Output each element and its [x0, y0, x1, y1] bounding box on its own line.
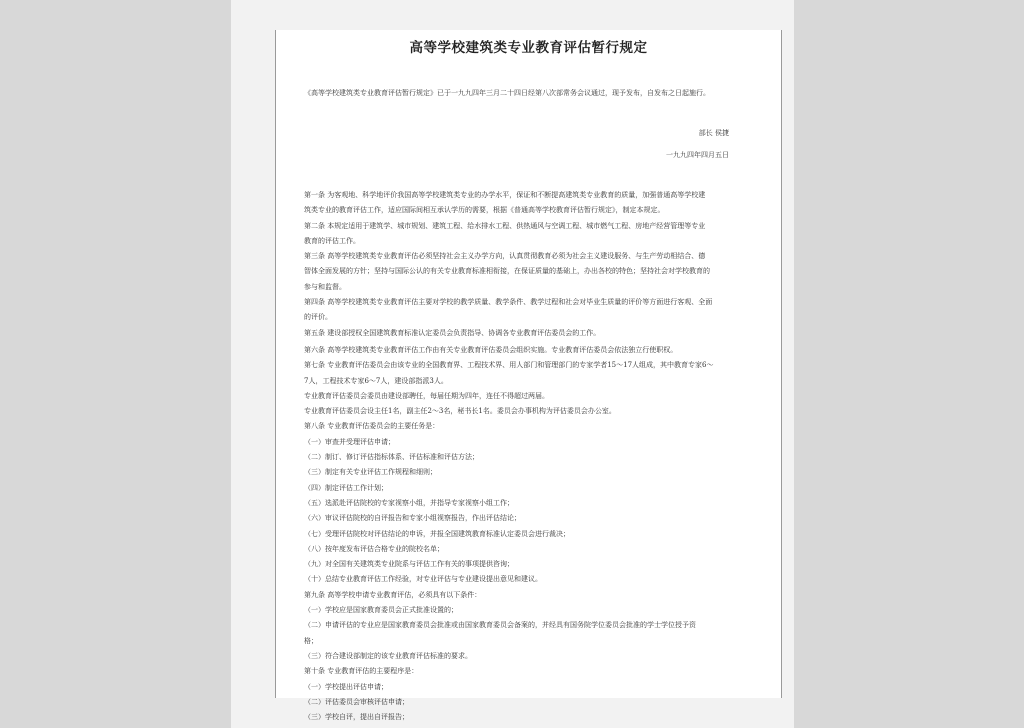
body-line: （一）学校应是国家教育委员会正式批准设置的；: [304, 606, 458, 615]
body-line: （四）制定评估工作计划；: [304, 483, 388, 492]
body-line: 参与和监督。: [304, 282, 346, 291]
issue-date: 一九九四年四月五日: [666, 151, 729, 159]
body-line: （三）学校自评，提出自评报告；: [304, 713, 409, 722]
body-line: 第七条 专业教育评估委员会由该专业的全国教育界、工程技术界、用人部门和管理部门的专家学者15～17人组成，其中教育专家6～: [304, 361, 714, 370]
body-line: （二）申请评估的专业应是国家教育委员会批准或由国家教育委员会备案的，并经具有国务院学位委员会批准的学士学位授予资: [304, 621, 696, 630]
document-title: 高等学校建筑类专业教育评估暂行规定: [409, 40, 648, 56]
body-line: 第九条 高等学校申请专业教育评估，必须具有以下条件：: [304, 590, 482, 599]
body-line: （八）按年度发布评估合格专业的院校名单；: [304, 544, 444, 553]
body-line: 专业教育评估委员会委员由建设部聘任，每届任期为四年，连任不得超过两届。: [304, 391, 549, 400]
body-line: 专业教育评估委员会设主任1名，副主任2～3名，秘书长1名。委员会办事机构为评估委员会办公室。: [304, 407, 616, 416]
body-line: 格；: [304, 636, 318, 645]
body-line: （二）制订、修订评估指标体系、评估标准和评估方法；: [304, 453, 479, 462]
body-line: 第十条 专业教育评估的主要程序是：: [304, 667, 419, 676]
body-line: 第五条 建设部授权全国建筑教育标准认定委员会负责指导、协调各专业教育评估委员会的工作。: [304, 328, 601, 337]
body-line: 筑类专业的教育评估工作，适应国际间相互承认学历的需要，根据《普通高等学校教育评估暂行规定》，制定本规定。: [304, 206, 665, 215]
document-preamble: 《高等学校建筑类专业教育评估暂行规定》已于一九九四年三月二十四日经第八次部常务会议通过，现予发布，自发布之日起施行。: [304, 89, 710, 97]
document-page: [275, 30, 782, 722]
body-line: 教育的评估工作。: [304, 236, 360, 245]
body-line: 第一条 为客观地、科学地评价我国高等学校建筑类专业的办学水平，保证和不断提高建筑类专业教育的质量，加强普通高等学校建: [304, 191, 706, 199]
body-line: 第四条 高等学校建筑类专业教育评估主要对学校的教学质量、教学条件、教学过程和社会对毕业生质量的评价等方面进行客观、全面: [304, 298, 713, 307]
body-line: 的评价。: [304, 313, 332, 322]
body-line: （三）符合建设部制定的该专业教育评估标准的要求。: [304, 651, 472, 660]
body-line: （十）总结专业教育评估工作经验，对专业评估与专业建设提出意见和建议。: [304, 575, 542, 584]
minister-signature: 部长 侯捷: [698, 129, 729, 137]
body-line: 第三条 高等学校建筑类专业教育评估必须坚持社会主义办学方向，认真贯彻教育必须为社会主义建设服务、与生产劳动相结合、德: [304, 252, 706, 261]
body-line: （三）制定有关专业评估工作规程和细则；: [304, 468, 437, 477]
body-line: （一）审查并受理评估申请；: [304, 437, 395, 446]
body-line: （五）选派赴评估院校的专家视察小组，并指导专家视察小组工作；: [304, 498, 514, 507]
body-line: （九）对全国有关建筑类专业院系与评估工作有关的事项提供咨询；: [304, 560, 514, 569]
document-body: [304, 188, 744, 725]
body-line: 第六条 高等学校建筑类专业教育评估工作由有关专业教育评估委员会组织实施。专业教育评估委员会依法独立行使职权。: [304, 345, 678, 354]
body-line: 第八条 专业教育评估委员会的主要任务是：: [304, 422, 440, 431]
body-line: （六）审议评估院校的自评报告和专家小组视察报告，作出评估结论；: [304, 514, 521, 523]
body-line: 智体全面发展的方针；坚持与国际公认的有关专业教育标准相衔接，在保证质量的基础上，办出各校的特色；坚持社会对学校教育的: [304, 267, 710, 276]
body-line: （一）学校提出评估申请；: [304, 682, 388, 691]
body-line: 7人，工程技术专家6～7人，建设部指派3人。: [304, 376, 448, 385]
body-line: 第二条 本规定适用于建筑学、城市规划、建筑工程、给水排水工程、供热通风与空调工程、城市燃气工程、房地产经营管理等专业: [304, 221, 706, 230]
body-line: （七）受理评估院校对评估结论的申诉，并报全国建筑教育标准认定委员会进行裁决；: [304, 529, 570, 538]
body-line: （二）评估委员会审核评估申请；: [304, 697, 409, 706]
